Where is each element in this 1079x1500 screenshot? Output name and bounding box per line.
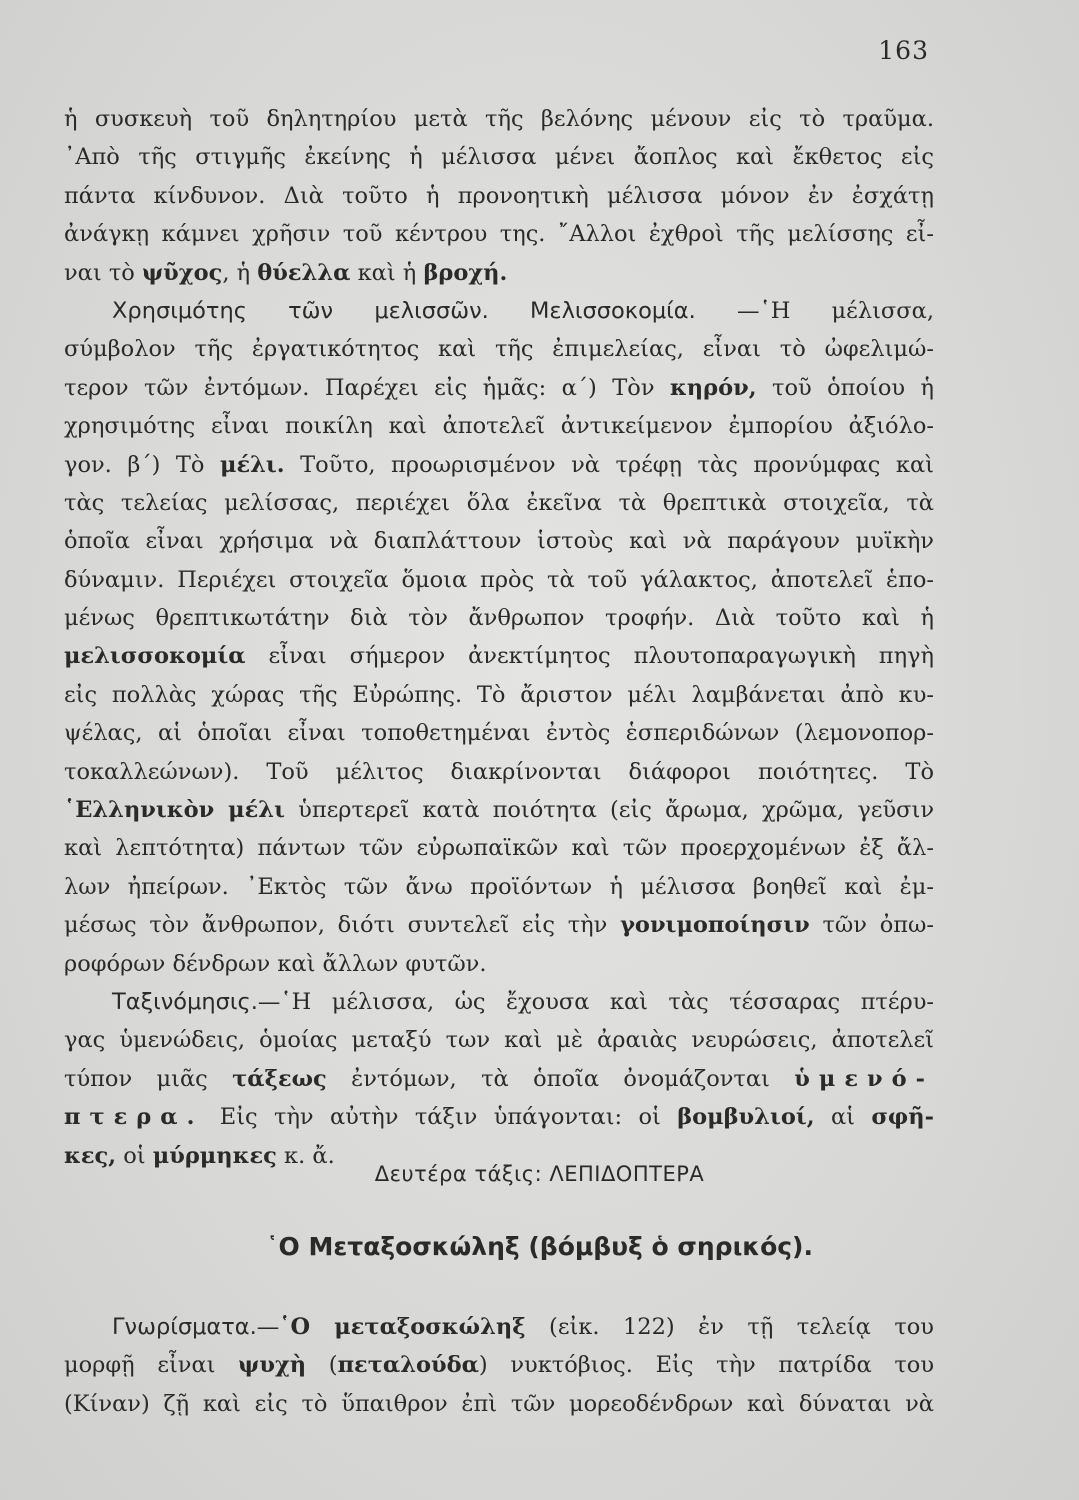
text-line: τοκαλλεώνων). Τοῦ μέλιτος διακρίνονται διάφοροι ποιότητες. Τὸ (64, 758, 934, 785)
text-line: σύμβολον τῆς ἐργατικότητος καὶ τῆς ἐπιμελείας, εἶναι τὸ ὠφελιμώ- (64, 336, 934, 363)
text-line (64, 1060, 934, 1098)
bold-term: γονιμοποίησιν (620, 912, 810, 939)
bold-term: μελισσοκομία (64, 643, 246, 670)
text-line: ροφόρων δένδρων καὶ ἄλλων φυτῶν. (64, 950, 487, 977)
spaced-term: πτερα. (64, 1104, 204, 1131)
bold-term: ῾Ο μεταξοσκώληξ (279, 1314, 526, 1340)
text-run: —῾Η μέλισσα, ὡς ἔχουσα καὶ τὰς τέσσαρας πτέρυ- (257, 988, 934, 1015)
text-line (64, 446, 934, 484)
section-heading: Γνωρίσματα. (112, 1314, 257, 1340)
text-run: μορφῇ εἶναι (64, 1352, 239, 1379)
bold-term: ῾Ελληνικὸν μέλι (64, 797, 285, 824)
text-run: ὑπερτερεῖ κατὰ ποιότητα (εἰς ἄρωμα, χρῶμα, γεῦσιν (284, 797, 934, 824)
text-line: δύναμιν. Περιέχει στοιχεῖα ὅμοια πρὸς τὰ τοῦ γάλακτος, ἀποτελεῖ ἑπο- (64, 566, 934, 593)
text-run: τῶν ὀπω- (809, 912, 934, 939)
spaced-term: ὑμενό- (794, 1065, 934, 1092)
text-line (64, 637, 934, 675)
bold-term: κηρόν, (669, 374, 757, 401)
section-title: ῾Ο Μεταξοσκώληξ (βόμβυξ ὁ σηρικός). (266, 1232, 813, 1261)
text-line: (Κίναν) ζῇ καὶ εἰς τὸ ὕπαιθρον ἐπὶ τῶν μορεοδένδρων καὶ δύναται νὰ (64, 1390, 934, 1417)
text-line: ὁποῖα εἶναι χρήσιμα νὰ διαπλάττουν ἱστοὺς καὶ νὰ παράγουν μυϊκὴν (64, 528, 934, 555)
text-line: λων ἠπείρων. ᾿Εκτὸς τῶν ἄνω προϊόντων ἡ μέλισσα βοηθεῖ καὶ ἐμ- (64, 873, 934, 900)
text-line: μένως θρεπτικωτάτην διὰ τὸν ἄνθρωπον τροφήν. Διὰ τοῦτο καὶ ἡ (64, 605, 934, 632)
section-heading: Χρησιμότης τῶν μελισσῶν. Μελισσοκομία. (112, 297, 696, 324)
body-text-lower (64, 1308, 934, 1423)
text-run: , ἡ (222, 259, 258, 286)
text-line: ψέλας, αἱ ὁποῖαι εἶναι τοποθετημέναι ἐντὸς ἑσπεριδώνων (λεμονοπορ- (64, 720, 934, 747)
bold-term: θύελλα (257, 259, 351, 286)
text-line (64, 906, 934, 944)
text-line (64, 1098, 934, 1136)
text-run: Τοῦτο, προωρισμένον νὰ τρέφῃ τὰς προνύμφας καὶ (284, 451, 935, 478)
text-line: ἡ συσκευὴ τοῦ δηλητηρίου μετὰ τῆς βελόνης μένουν εἰς τὸ τραῦμα. (64, 106, 934, 132)
text-run: κ. ἄ. (276, 1142, 335, 1169)
text-run: οἱ (116, 1142, 153, 1169)
text-line (64, 791, 934, 829)
text-run: μέσως τὸν ἄνθρωπον, διότι συντελεῖ εἰς τὴν (64, 912, 621, 939)
text-run: ) νυκτόβιος. Εἰς τὴν πατρίδα του (478, 1352, 934, 1379)
text-run: καὶ ἡ (350, 259, 424, 286)
section-heading: Ταξινόμησις. (112, 988, 258, 1015)
text-line (64, 1308, 934, 1346)
text-line (64, 254, 934, 292)
text-line: ᾿Απὸ τῆς στιγμῆς ἐκείνης ἡ μέλισσα μένει ἄοπλος καὶ ἔκθετος εἰς (64, 144, 934, 171)
bold-term: ψυχὴ (238, 1352, 307, 1379)
text-run: εἶναι σήμερον ἀνεκτίμητος πλουτοπαραγωγικὴ πηγὴ (245, 643, 934, 670)
text-run: —῾Η μέλισσα, (736, 297, 934, 324)
bold-term: σφῆ- (871, 1104, 934, 1131)
text-line (64, 292, 934, 330)
text-run: τοῦ ὁποίου ἡ (756, 374, 934, 401)
body-text (64, 100, 934, 1175)
text-line: πάντα κίνδυνον. Διὰ τοῦτο ἡ προνοητικὴ μέλισσα μόνον ἐν ἐσχάτῃ (64, 182, 934, 209)
text-run: Εἰς τὴν αὐτὴν τάξιν ὑπάγονται: οἱ (203, 1104, 678, 1131)
text-line (64, 983, 934, 1021)
text-run: αἱ (814, 1104, 872, 1131)
text-run: (εἰκ. 122) ἐν τῇ τελείᾳ του (525, 1314, 934, 1340)
text-run: τύπον μιᾶς (64, 1065, 233, 1092)
text-line: χρησιμότης εἶναι ποικίλη καὶ ἀποτελεῖ ἀντικείμενον ἐμπορίου ἀξιόλο- (64, 413, 934, 440)
bold-term: ψῦχος (142, 259, 223, 286)
text-run: γον. β΄) Τὸ (64, 451, 220, 478)
text-run: ( (306, 1352, 338, 1379)
text-line: τὰς τελείας μελίσσας, περιέχει ὅλα ἐκεῖνα τὰ θρεπτικὰ στοιχεῖα, τὰ (64, 489, 934, 516)
text-line: γας ὑμενώδεις, ὁμοίας μεταξύ των καὶ μὲ ἀραιὰς νευρώσεις, ἀποτελεῖ (64, 1027, 934, 1054)
bold-term: βροχή. (423, 259, 508, 286)
text-run: ἐντόμων, τὰ ὁποῖα ὀνομάζονται (326, 1065, 795, 1092)
text-run: — (256, 1314, 280, 1340)
order-subtitle: Δευτέρα τάξις: ΛΕΠΙΔΟΠΤΕΡΑ (374, 1162, 705, 1186)
text-line (64, 369, 934, 407)
text-line: ἀνάγκῃ κάμνει χρῆσιν τοῦ κέντρου της. ῎Αλλοι ἐχθροὶ τῆς μελίσσης εἶ- (64, 221, 934, 248)
page-number: 163 (878, 36, 929, 65)
bold-term: πεταλούδα (337, 1352, 479, 1379)
text-line: εἰς πολλὰς χώρας τῆς Εὐρώπης. Τὸ ἄριστον μέλι λαμβάνεται ἀπὸ κυ- (64, 681, 934, 708)
text-line (64, 1346, 934, 1384)
bold-term: βομβυλιοί, (677, 1104, 815, 1131)
bold-term: μέλι. (219, 451, 285, 478)
bold-term: κες, (64, 1142, 117, 1169)
text-run: τερον τῶν ἐντόμων. Παρέχει εἰς ἡμᾶς: α΄) Τὸν (64, 374, 670, 401)
bold-term: τάξεως (232, 1065, 327, 1092)
text-run: ναι τὸ (64, 259, 142, 286)
text-line: καὶ λεπτότητα) πάντων τῶν εὐρωπαϊκῶν καὶ τῶν προερχομένων ἐξ ἄλ- (64, 835, 934, 862)
bold-term: μύρμηκες (152, 1142, 277, 1169)
